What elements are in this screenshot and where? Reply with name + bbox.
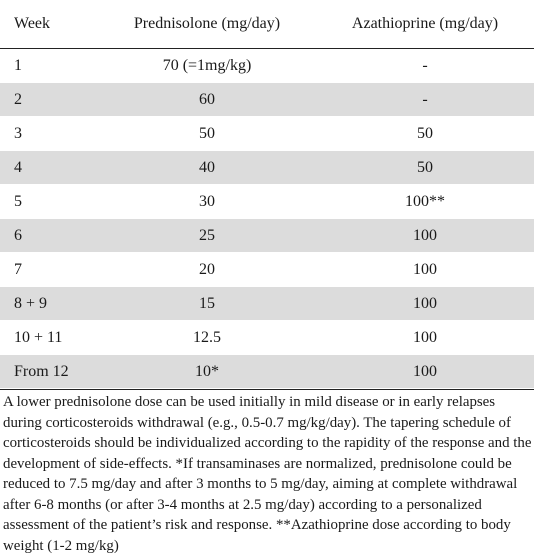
prednisolone-cell: 20: [98, 253, 316, 287]
table-row: [0, 185, 534, 219]
azathioprine-cell: 100: [316, 219, 534, 253]
week-cell: 4: [0, 151, 98, 185]
prednisolone-cell: 70 (=1mg/kg): [98, 49, 316, 83]
week-cell: 3: [0, 117, 98, 151]
table-row: [0, 151, 534, 185]
week-cell: 7: [0, 253, 98, 287]
table-row: [0, 219, 534, 253]
azathioprine-cell: 100: [316, 253, 534, 287]
table-row: [0, 355, 534, 389]
header-azathioprine: Azathioprine (mg/day): [316, 0, 534, 49]
header-row: [0, 0, 534, 49]
azathioprine-cell: 50: [316, 151, 534, 185]
table-row: [0, 253, 534, 287]
prednisolone-cell: 25: [98, 219, 316, 253]
week-cell: 6: [0, 219, 98, 253]
prednisolone-cell: 50: [98, 117, 316, 151]
week-cell: 5: [0, 185, 98, 219]
week-cell: 10 + 11: [0, 321, 98, 355]
azathioprine-cell: 100: [316, 355, 534, 389]
table-header: [0, 0, 534, 49]
table-row: [0, 117, 534, 151]
azathioprine-cell: 100: [316, 287, 534, 321]
azathioprine-cell: -: [316, 49, 534, 83]
table-row: [0, 287, 534, 321]
azathioprine-cell: 100: [316, 321, 534, 355]
prednisolone-cell: 30: [98, 185, 316, 219]
azathioprine-cell: -: [316, 83, 534, 117]
week-cell: 1: [0, 49, 98, 83]
header-week: Week: [0, 0, 98, 49]
prednisolone-cell: 40: [98, 151, 316, 185]
week-cell: 2: [0, 83, 98, 117]
table-row: [0, 321, 534, 355]
table-row: [0, 49, 534, 83]
table-row: [0, 83, 534, 117]
prednisolone-cell: 10*: [98, 355, 316, 389]
week-cell: From 12: [0, 355, 98, 389]
azathioprine-cell: 50: [316, 117, 534, 151]
table-footnote: A lower prednisolone dose can be used initially in mild disease or in early relapses during corticosteroids withdrawal (e.g., 0.5-0.7 mg/kg/day). The tapering schedule of corticosteroids should be individualized according to the rapidity of the response and the development of side-effects. *If transaminases are normalized, prednisolone could be reduced to 7.5 mg/day and after 3 months to 5 mg/day, aiming at complete withdrawal after 6-8 months (or after 3-4 months at 2.5 mg/day) according to a personalized assessment of the patient’s risk and response. **Azathioprine dose according to body weight (1-2 mg/kg): [3, 394, 532, 554]
table-body: [0, 49, 534, 389]
prednisolone-cell: 12.5: [98, 321, 316, 355]
prednisolone-cell: 60: [98, 83, 316, 117]
prednisolone-cell: 15: [98, 287, 316, 321]
week-cell: 8 + 9: [0, 287, 98, 321]
azathioprine-cell: 100**: [316, 185, 534, 219]
header-prednisolone: Prednisolone (mg/day): [98, 0, 316, 49]
